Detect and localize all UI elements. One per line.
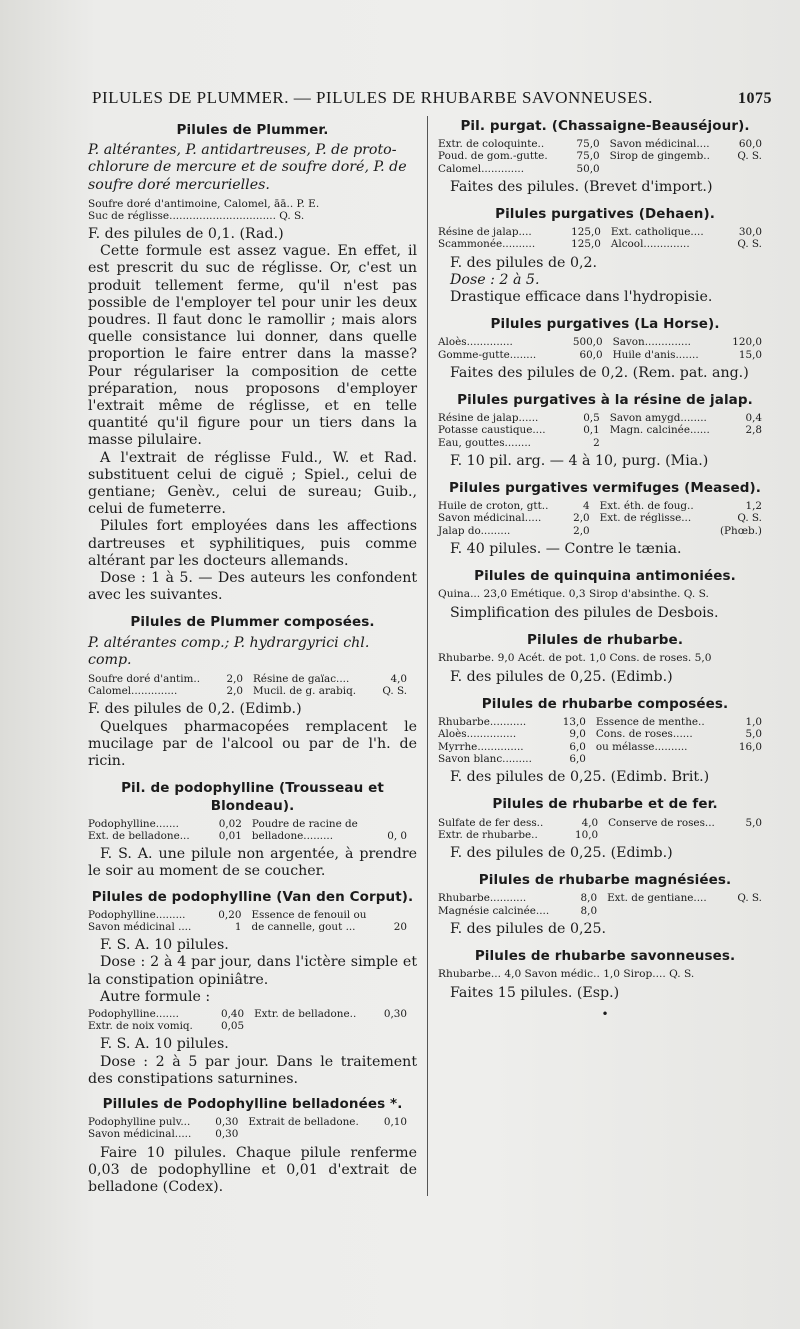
paragraph: F. S. A. une pilule non argentée, à prendre le soir au moment de se coucher.: [88, 846, 418, 880]
table-row: Myrrhe.............. 6,0 ou mélasse.......... 16,0: [438, 740, 762, 753]
table-row: Podophylline pulv... 0,30 Extrait de belladone. 0,10: [88, 1116, 408, 1129]
recipe-table: [438, 336, 772, 360]
table-row: Jalap do......... 2,0 (Phœb.): [438, 524, 762, 537]
ingredient-line: Soufre doré d'antimoine, Calomel, āā.. P. E.: [88, 197, 320, 210]
section-title: Pilules de Plummer.: [176, 122, 329, 138]
table-row: Poud. de gom.-gutte. 75,0 Sirop de gingemb.. Q. S.: [438, 150, 762, 163]
paragraph: F. des pilules de 0,25. (Edimb. Brit.): [450, 769, 710, 786]
paragraph: F. 10 pil. arg. — 4 à 10, purg. (Mia.): [450, 452, 709, 469]
table-row: Gomme-gutte........ 60,0 Huile d'anis....... 15,0: [438, 348, 762, 361]
paragraph: Dose : 2 à 5 par jour. Dans le traitement des constipations saturnines.: [88, 1053, 418, 1087]
paragraph: F. 40 pilules. — Contre le tænia.: [450, 540, 682, 557]
recipe-table: [438, 226, 772, 250]
paragraph: Faites des pilules de 0,2. (Rem. pat. ang.): [450, 364, 749, 381]
section-title: Pilules de rhubarbe.: [526, 632, 684, 649]
section-title: Pil. purgat. (Chassaigne-Beauséjour).: [460, 118, 750, 134]
paragraph: F. des pilules de 0,2. (Edimb.): [88, 701, 302, 718]
section-title: Pil. de podophylline (Trousseau et Blondeau).: [121, 780, 384, 814]
table-row: Résine de jalap.... 125,0 Ext. catholique.... 30,0: [438, 226, 762, 239]
paragraph: Cette formule est assez vague. En effet, il est prescrit du suc de réglisse. Or, c'est un produit tellement ferme, qu'il n'est pas possible de l'employer tel pour unir les deux poudres. Il faut donc le ramollir ; mais alors quelle consistance lui donner, dans quelle proportion le faire entrer dans la masse? Pour régulariser la composition de cette préparation, nous proposons d'employer l'extrait même de réglisse, et en telle quantité qu'il figure pour un tiers dans la masse pilulaire.: [88, 243, 418, 449]
ingredient-line: Suc de réglisse................................ Q. S.: [88, 210, 305, 223]
paragraph: Faire 10 pilules. Chaque pilule renferme 0,03 de podophylline et 0,01 d'extrait de belladone (Codex).: [88, 1144, 418, 1195]
recipe-table: [88, 909, 417, 933]
section-subtitle: P. altérantes, P. antidartreuses, P. de proto-chlorure de mercure et de soufre doré, P. de soufre doré mercurielles.: [88, 142, 407, 193]
paragraph: Dose : 2 à 5.: [450, 271, 540, 288]
paragraph: F. des pilules de 0,25. (Edimb.): [450, 668, 673, 685]
recipe-table: [438, 716, 772, 765]
recipe-table: [88, 1008, 417, 1032]
table-row: Rhubarbe........... 8,0 Ext. de gentiane.... Q. S.: [438, 892, 762, 905]
paragraph: F. des pilules de 0,25. (Edimb.): [450, 844, 673, 861]
section-title: Pilules de rhubarbe magnésiées.: [478, 872, 732, 889]
table-row: Podophylline....... 0,02 Poudre de racine de: [88, 817, 358, 830]
section-title: Pilules purgatives (Dehaen).: [495, 206, 715, 223]
table-row: Podophylline......... 0,20 Essence de fenouil ou: [88, 908, 367, 921]
section-title: Pilules purgatives (La Horse).: [490, 316, 720, 333]
section-subtitle: P. altérantes comp.; P. hydrargyrici chl. comp.: [88, 634, 370, 668]
table-row: Calomel............. 50,0: [438, 162, 600, 175]
table-row: Savon blanc......... 6,0: [438, 752, 586, 765]
table-row: Extr. de rhubarbe.. 10,0: [438, 828, 599, 841]
table-row: Extr. de noix vomiq. 0,05: [88, 1020, 245, 1033]
section-title: Pilules purgatives vermifuges (Meased).: [449, 480, 762, 497]
table-row: Aloès.............. 500,0 Savon.............. 120,0: [438, 336, 762, 349]
table-row: Aloès............... 9,0 Cons. de roses...... 5,0: [438, 728, 762, 741]
section-title: Pilules de Plummer composées.: [130, 614, 375, 631]
section-title: Pillules de Podophylline belladonées *.: [102, 1095, 403, 1112]
table-row: Soufre doré d'antim.. 2,0 Résine de gaïac.... 4,0: [88, 673, 408, 686]
paragraph: F. des pilules de 0,2.: [450, 254, 598, 271]
table-row: Scammonée.......... 125,0 Alcool.............. Q. S.: [438, 238, 762, 251]
ingredient-line: Rhubarbe. 9,0 Acét. de pot. 1,0 Cons. de roses. 5,0: [438, 652, 712, 665]
recipe-table: [88, 1116, 417, 1140]
paragraph: A l'extrait de réglisse Fuld., W. et Rad. substituent celui de ciguë ; Spiel., celui de gentiane; Genèv., celui de sureau; Guib., celui de fumeterre.: [88, 449, 418, 518]
paragraph: Dose : 1 à 5. — Des auteurs les confondent avec les suivantes.: [88, 570, 418, 604]
ingredient-line: Rhubarbe... 4,0 Savon médic.. 1,0 Sirop.... Q. S.: [438, 968, 695, 981]
table-row: Savon médicinal..... 2,0 Ext. de réglisse... Q. S.: [438, 512, 762, 525]
table-row: Résine de jalap...... 0,5 Savon amygd........ 0,4: [438, 412, 762, 425]
paragraph: Quelques pharmacopées remplacent le mucilage par de l'alcool ou par de l'h. de ricin.: [88, 718, 418, 770]
table-row: Potasse caustique.... 0,1 Magn. calcinée...... 2,8: [438, 424, 762, 437]
table-row: Rhubarbe........... 13,0 Essence de menthe.. 1,0: [438, 716, 762, 729]
recipe-table: [438, 817, 772, 841]
left-column: [88, 116, 417, 1196]
paragraph: F. des pilules de 0,1. (Rad.): [88, 226, 284, 242]
paragraph: F. S. A. 10 pilules.: [100, 937, 229, 954]
ingredient-line: Quina... 23,0 Emétique. 0,3 Sirop d'absinthe. Q. S.: [438, 588, 709, 601]
paragraph: Drastique efficace dans l'hydropisie.: [450, 289, 713, 306]
paragraph: F. S. A. 10 pilules.: [100, 1036, 229, 1053]
section-title: Pilules de rhubarbe savonneuses.: [474, 947, 736, 964]
table-row: Eau, gouttes........ 2: [438, 436, 600, 449]
recipe-table: [438, 138, 772, 175]
running-title: PILULES DE PLUMMER. — PILULES DE RHUBARBE SAVONNEUSES.: [92, 88, 653, 107]
section-title: Pilules de podophylline (Van den Corput).: [91, 888, 414, 905]
section-title: Pilules purgatives à la résine de jalap.: [457, 392, 753, 409]
table-row: Sulfate de fer dess.. 4,0 Conserve de roses... 5,0: [438, 816, 762, 829]
paragraph: F. des pilules de 0,25.: [450, 920, 607, 937]
paragraph: Pilules fort employées dans les affections dartreuses et syphilitiques, puis comme altérant par les docteurs allemands.: [88, 518, 418, 569]
paragraph: Faites 15 pilules. (Esp.): [450, 984, 620, 1001]
recipe-table: [88, 673, 417, 697]
table-row: Ext. de belladone... 0,01 belladone......... 0, 0: [88, 829, 408, 842]
paragraph: Simplification des pilules de Desbois.: [450, 604, 719, 621]
paragraph: Dose : 2 à 4 par jour, dans l'ictère simple et la constipation opiniâtre.: [88, 954, 418, 988]
running-head: [92, 88, 772, 108]
recipe-table: [438, 892, 772, 916]
paragraph: Faites des pilules. (Brevet d'import.): [450, 178, 713, 195]
table-row: Huile de croton, gtt.. 4 Ext. éth. de foug.. 1,2: [438, 500, 762, 513]
ornament-dot: •: [601, 1006, 609, 1021]
columns: [88, 116, 772, 1196]
table-row: Calomel.............. 2,0 Mucil. de g. arabiq. Q. S.: [88, 685, 408, 698]
table-row: Savon médicinal..... 0,30: [88, 1128, 239, 1141]
paragraph: Autre formule :: [100, 988, 211, 1005]
table-row: Magnésie calcinée.... 8,0: [438, 904, 598, 917]
right-column: [427, 116, 772, 1196]
section-title: Pilules de rhubarbe composées.: [481, 696, 729, 713]
table-row: Savon médicinal .... 1 de cannelle, gout ... 20: [88, 920, 408, 933]
recipe-table: [438, 500, 772, 537]
recipe-table: [438, 412, 772, 449]
section-title: Pilules de quinquina antimoniées.: [474, 568, 736, 585]
table-row: Podophylline....... 0,40 Extr. de belladone.. 0,30: [88, 1007, 408, 1020]
page-number: 1075: [738, 90, 772, 107]
table-row: Extr. de coloquinte.. 75,0 Savon médicinal.... 60,0: [438, 138, 762, 151]
recipe-table: [88, 818, 417, 842]
section-title: Pilules de rhubarbe et de fer.: [492, 796, 718, 813]
